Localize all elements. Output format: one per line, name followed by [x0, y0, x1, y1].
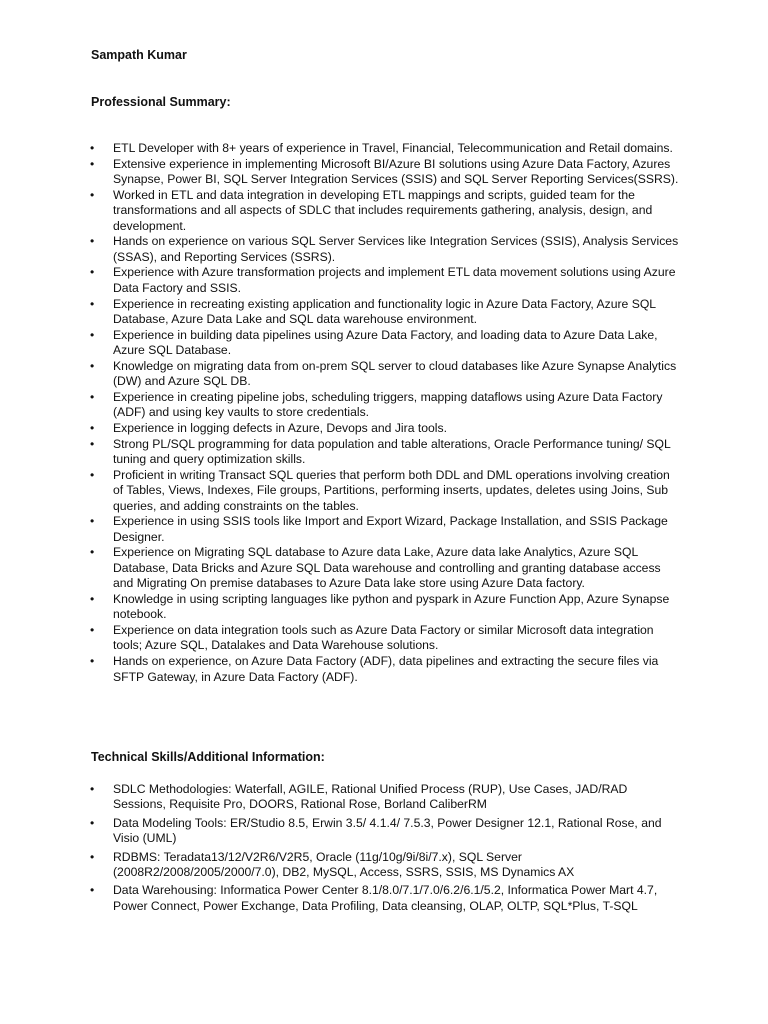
list-item-text: ETL Developer with 8+ years of experience in Travel, Financial, Telecommunication and Retail domains. [113, 141, 673, 155]
list-item-text: Experience in building data pipelines using Azure Data Factory, and loading data to Azure Data Lake, Azure SQL Database. [113, 327, 658, 358]
list-item [0, 157, 768, 188]
list-item-text: Data Modeling Tools: ER/Studio 8.5, Erwin 3.5/ 4.1.4/ 7.5.3, Power Designer 12.1, Rational Rose, and Visio (UML) [113, 815, 662, 846]
skills-heading: Technical Skills/Additional Information: [91, 750, 325, 764]
list-item-text: Hands on experience, on Azure Data Factory (ADF), data pipelines and extracting the secure files via SFTP Gateway, in Azure Data Factory (ADF). [113, 654, 659, 684]
bullet-icon: • [90, 815, 95, 830]
list-item-text: Hands on experience on various SQL Server Services like Integration Services (SSIS), Analysis Services (SSAS), and Reporting Services (SSRS). [113, 234, 679, 264]
list-item-text: Worked in ETL and data integration in developing ETL mappings and scripts, guided team for the transformations and all aspects of SDLC that includes requirements gathering, analysis, design, and development. [113, 187, 653, 233]
list-item-text: Data Warehousing: Informatica Power Center 8.1/8.0/7.1/7.0/6.2/6.1/5.2, Informatica Power Mart 4.7, Power Connect, Power Exchange, Data Profiling, Data cleansing, OLAP, OLTP, SQL*Plus, T-SQL [113, 883, 658, 913]
list-item [0, 390, 768, 421]
list-item-text: Experience in using SSIS tools like Import and Export Wizard, Package Installation, and SSIS Package Designer. [113, 514, 668, 544]
bullet-icon: • [90, 436, 95, 451]
bullet-icon: • [90, 234, 95, 249]
list-item [0, 623, 768, 654]
list-item [0, 782, 768, 813]
list-item [0, 297, 768, 328]
bullet-icon: • [90, 358, 95, 373]
list-item-text: Knowledge in using scripting languages like python and pyspark in Azure Function App, Azure Synapse notebook. [113, 591, 670, 622]
list-item-text: Experience on Migrating SQL database to Azure data Lake, Azure data lake Analytics, Azure SQL Database, Data Bricks and Azure SQL Data warehouse and controlling and granting database access and Migrating On premise databases to Azure Data lake store using Azure Data factory. [113, 545, 661, 591]
list-item-text: Proficient in writing Transact SQL queries that perform both DDL and DML operations involving creation of Tables, Views, Indexes, File groups, Partitions, performing inserts, updates, deletes using Joins, Sub queries, and adding constraints on the tables. [113, 467, 670, 513]
candidate-name: Sampath Kumar [91, 48, 187, 62]
bullet-icon: • [90, 514, 95, 529]
list-item-text: Experience in logging defects in Azure, Devops and Jira tools. [113, 420, 447, 435]
list-item [0, 234, 768, 265]
list-item-text: Strong PL/SQL programming for data population and table alterations, Oracle Performance tuning/ SQL tuning and query optimization skills. [113, 436, 671, 467]
list-item [0, 850, 768, 881]
list-item-text: Extensive experience in implementing Microsoft BI/Azure BI solutions using Azure Data Factory, Azures Synapse, Power BI, SQL Server Integration Services (SSIS) and SQL Server Reporting Services(SSRS). [113, 156, 679, 187]
summary-list [0, 141, 768, 685]
bullet-icon: • [90, 141, 95, 155]
list-item [0, 816, 768, 847]
bullet-icon: • [90, 467, 95, 482]
bullet-icon: • [90, 187, 95, 202]
bullet-icon: • [90, 389, 95, 404]
list-item [0, 359, 768, 390]
bullet-icon: • [90, 420, 95, 435]
bullet-icon: • [90, 545, 95, 560]
list-item [0, 514, 768, 545]
list-item-text: RDBMS: Teradata13/12/V2R6/V2R5, Oracle (11g/10g/9i/8i/7.x), SQL Server (2008R2/2008/2005/2000/7.0), DB2, MySQL, Access, SSRS, SSIS, MS Dynamics AX [113, 849, 575, 880]
list-item [0, 437, 768, 468]
list-item-text: Experience in recreating existing application and functionality logic in Azure Data Factory, Azure SQL Database, Azure Data Lake and SQL data warehouse environment. [113, 296, 656, 326]
list-item-text: Experience in creating pipeline jobs, scheduling triggers, mapping dataflows using Azure Data Factory (ADF) and using key vaults to store credentials. [113, 389, 663, 420]
list-item-text: SDLC Methodologies: Waterfall, AGILE, Rational Unified Process (RUP), Use Cases, JAD/RAD Sessions, Requisite Pro, DOORS, Rational Rose, Borland CaliberRM [113, 782, 628, 812]
list-item [0, 468, 768, 514]
bullet-icon: • [90, 849, 95, 864]
bullet-icon: • [90, 156, 95, 171]
bullet-icon: • [90, 327, 95, 342]
list-item [0, 545, 768, 591]
bullet-icon: • [90, 782, 95, 796]
list-item [0, 883, 768, 914]
list-item-text: Experience with Azure transformation projects and implement ETL data movement solutions using Azure Data Factory and SSIS. [113, 265, 676, 295]
summary-heading: Professional Summary: [91, 95, 231, 109]
bullet-icon: • [90, 296, 95, 311]
list-item [0, 592, 768, 623]
list-item [0, 188, 768, 234]
list-item [0, 654, 768, 685]
bullet-icon: • [90, 623, 95, 638]
list-item [0, 265, 768, 296]
list-item [0, 328, 768, 359]
skills-list [0, 782, 768, 917]
bullet-icon: • [90, 654, 95, 669]
bullet-icon: • [90, 591, 95, 606]
list-item-text: Knowledge on migrating data from on-prem SQL server to cloud databases like Azure Synapse Analytics (DW) and Azure SQL DB. [113, 358, 677, 389]
list-item [0, 421, 768, 436]
bullet-icon: • [90, 265, 95, 280]
bullet-icon: • [90, 883, 95, 898]
list-item [0, 141, 768, 156]
list-item-text: Experience on data integration tools such as Azure Data Factory or similar Microsoft data integration tools; Azure SQL, Datalakes and Data Warehouse solutions. [113, 623, 654, 653]
